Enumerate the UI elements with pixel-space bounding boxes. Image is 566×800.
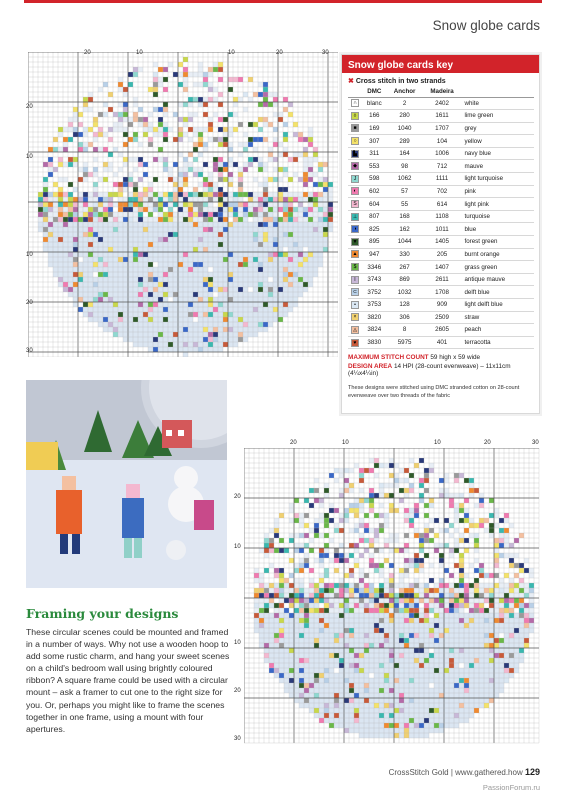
color-swatch-icon: ∩ — [351, 99, 359, 107]
chart2-top-label: 30 — [532, 440, 539, 446]
madeira-code: 1708 — [423, 286, 462, 299]
chart2-side-label: 10 — [234, 640, 241, 646]
page-number: 129 — [524, 767, 540, 777]
thread-row — [348, 173, 534, 186]
color-name: turquoise — [461, 210, 534, 223]
thread-row — [348, 248, 534, 261]
chart-pattern-2 — [244, 448, 542, 744]
thread-symbol — [348, 185, 362, 198]
color-name: blue — [461, 223, 534, 236]
color-swatch-icon: ♥ — [351, 339, 359, 347]
color-swatch-icon: ◬ — [351, 326, 359, 334]
chart1-side-label: 20 — [26, 104, 33, 110]
color-swatch-icon: ◆ — [351, 162, 359, 170]
anchor-code: 1044 — [387, 236, 423, 249]
chart1-side-label: 10 — [26, 154, 33, 160]
dmc-code: 895 — [362, 236, 387, 249]
color-name: pink — [461, 185, 534, 198]
madeira-code: 1405 — [423, 236, 462, 249]
color-swatch-icon: × — [351, 313, 359, 321]
framing-section — [26, 606, 231, 735]
dmc-code: 602 — [362, 185, 387, 198]
key-subtitle: ✖ Cross stitch in two strands — [348, 78, 446, 85]
madeira-code: 614 — [423, 198, 462, 211]
color-name: antique mauve — [461, 273, 534, 286]
section-title: Snow globe cards — [432, 18, 540, 33]
madeira-code: 2611 — [423, 273, 462, 286]
thread-symbol — [348, 223, 362, 236]
framing-heading: Framing your designs — [26, 606, 179, 621]
thread-row — [348, 299, 534, 312]
thread-symbol — [348, 273, 362, 286]
dmc-code: 3753 — [362, 299, 387, 312]
madeira-code: 104 — [423, 135, 462, 148]
madeira-code: 401 — [423, 336, 462, 349]
color-name: light turquoise — [461, 173, 534, 186]
anchor-code: 8 — [387, 324, 423, 337]
madeira-code: 2605 — [423, 324, 462, 337]
color-name: light pink — [461, 198, 534, 211]
color-name: delft blue — [461, 286, 534, 299]
dmc-code: 947 — [362, 248, 387, 261]
framing-body: These circular scenes could be mounted and framed in a number of ways. Why not use a wooden hoop to add some rustic charm, and hang your sweet scenes on a child's bedroom wall using brightly coloured ribbon? A square frame could be used with a circular mount – ask a framer to cut one to the right size for you. Or, perhaps you might like to frame the scenes together in one frame, using a mount with four apertures. — [26, 627, 230, 734]
dmc-code: 3830 — [362, 336, 387, 349]
thread-symbol — [348, 198, 362, 211]
thread-symbol — [348, 236, 362, 249]
stitch-count: MAXIMUM STITCH COUNT 59 high x 59 wide — [348, 354, 481, 362]
thread-symbol — [348, 261, 362, 274]
thread-symbol — [348, 299, 362, 312]
anchor-code: 1062 — [387, 173, 423, 186]
thread-row — [348, 185, 534, 198]
anchor-code: 289 — [387, 135, 423, 148]
thread-row — [348, 110, 534, 123]
anchor-code: 5975 — [387, 336, 423, 349]
madeira-code: 1006 — [423, 147, 462, 160]
anchor-code: 869 — [387, 273, 423, 286]
color-swatch-icon: • — [351, 301, 359, 309]
chart1-side-label: 20 — [26, 300, 33, 306]
anchor-code: 1040 — [387, 122, 423, 135]
chart2-side-label: 30 — [234, 736, 241, 742]
chart1-top-label: 30 — [322, 50, 329, 56]
color-swatch-icon: ○ — [351, 137, 359, 145]
thread-row — [348, 261, 534, 274]
dmc-code: 604 — [362, 198, 387, 211]
chart1-top-label: 10 — [136, 50, 143, 56]
dmc-code: 807 — [362, 210, 387, 223]
madeira-code: 2402 — [423, 97, 462, 110]
color-name: peach — [461, 324, 534, 337]
col-madeira: Madeira — [423, 87, 462, 97]
thread-symbol — [348, 160, 362, 173]
color-swatch-icon: S — [351, 200, 359, 208]
color-swatch-icon: ◐ — [351, 187, 359, 195]
color-name: burnt orange — [461, 248, 534, 261]
thread-row — [348, 122, 534, 135]
chart1-side-label: 10 — [26, 252, 33, 258]
anchor-code: 98 — [387, 160, 423, 173]
color-name: navy blue — [461, 147, 534, 160]
thread-symbol — [348, 248, 362, 261]
thread-row — [348, 97, 534, 110]
thread-row — [348, 223, 534, 236]
chart2-top-label: 20 — [484, 440, 491, 446]
anchor-code: 2 — [387, 97, 423, 110]
dmc-code: 166 — [362, 110, 387, 123]
madeira-code: 2509 — [423, 311, 462, 324]
thread-row — [348, 286, 534, 299]
cross-icon: ✖ — [348, 78, 354, 85]
chart2-top-label: 20 — [290, 440, 297, 446]
stitched-hoop-photo — [26, 380, 227, 588]
thread-symbol — [348, 135, 362, 148]
color-swatch-icon: ⊥ — [352, 213, 358, 220]
color-name: yellow — [461, 135, 534, 148]
anchor-code: 164 — [387, 147, 423, 160]
dmc-code: 3820 — [362, 311, 387, 324]
key-note: These designs were stitched using DMC stranded cotton on 28-count evenweave over two threads of the fabric — [348, 385, 520, 399]
thread-symbol — [348, 173, 362, 186]
thread-symbol — [348, 286, 362, 299]
anchor-code: 306 — [387, 311, 423, 324]
col-dmc: DMC — [362, 87, 387, 97]
color-name: terracotta — [461, 336, 534, 349]
top-rule — [24, 0, 542, 3]
key-title: Snow globe cards key — [342, 55, 539, 73]
madeira-code: 1111 — [423, 173, 462, 186]
madeira-code: 1611 — [423, 110, 462, 123]
madeira-code: 1011 — [423, 223, 462, 236]
color-swatch-icon: ◑ — [351, 225, 359, 233]
anchor-code: 330 — [387, 248, 423, 261]
madeira-code: 1108 — [423, 210, 462, 223]
madeira-code: 1707 — [423, 122, 462, 135]
dmc-code: 3743 — [362, 273, 387, 286]
chart2-top-label: 10 — [342, 440, 349, 446]
thread-row — [348, 160, 534, 173]
page-footer: CrossStitch Gold | www.gathered.how 129 — [388, 767, 540, 777]
anchor-code: 1032 — [387, 286, 423, 299]
dmc-code: 598 — [362, 173, 387, 186]
thread-symbol — [348, 311, 362, 324]
dmc-code: blanc — [362, 97, 387, 110]
anchor-code: 280 — [387, 110, 423, 123]
color-swatch-icon: ▙ — [351, 150, 359, 158]
magazine-name: CrossStitch Gold — [388, 768, 449, 777]
color-swatch-icon: J — [351, 175, 359, 183]
thread-row — [348, 336, 534, 349]
madeira-code: 1407 — [423, 261, 462, 274]
color-swatch-icon: ⊂ — [352, 289, 358, 296]
dmc-code: 825 — [362, 223, 387, 236]
color-swatch-icon: $ — [351, 263, 359, 271]
thread-symbol — [348, 210, 362, 223]
madeira-code: 205 — [423, 248, 462, 261]
chart2-side-label: 20 — [234, 688, 241, 694]
thread-row — [348, 324, 534, 337]
thread-row — [348, 210, 534, 223]
color-name: forest green — [461, 236, 534, 249]
thread-symbol — [348, 97, 362, 110]
color-swatch-icon: I — [351, 276, 359, 284]
chart1-top-label: 10 — [228, 50, 235, 56]
dmc-code: 311 — [362, 147, 387, 160]
chart2-side-label: 20 — [234, 494, 241, 500]
color-swatch-icon: ■ — [351, 124, 359, 132]
thread-symbol — [348, 336, 362, 349]
watermark: PassionForum.ru — [482, 783, 540, 792]
dmc-code: 3752 — [362, 286, 387, 299]
anchor-code: 55 — [387, 198, 423, 211]
chart1-top-label: 20 — [84, 50, 91, 56]
anchor-code: 57 — [387, 185, 423, 198]
color-name: light delft blue — [461, 299, 534, 312]
dmc-code: 307 — [362, 135, 387, 148]
thread-symbol — [348, 324, 362, 337]
color-name: grey — [461, 122, 534, 135]
madeira-code: 909 — [423, 299, 462, 312]
thread-table — [348, 87, 534, 349]
chart1-side-label: 30 — [26, 348, 33, 354]
chart-pattern-1 — [28, 52, 338, 357]
anchor-code: 267 — [387, 261, 423, 274]
dmc-code: 169 — [362, 122, 387, 135]
color-swatch-icon: ◊ — [351, 112, 359, 120]
chart1-top-label: 20 — [276, 50, 283, 56]
dmc-code: 553 — [362, 160, 387, 173]
color-name: mauve — [461, 160, 534, 173]
chart2-top-label: 10 — [434, 440, 441, 446]
thread-row — [348, 236, 534, 249]
design-area: DESIGN AREA 14 HPI (28-count evenweave) – 11x11cm (4¼x4¼in) — [348, 363, 511, 378]
dmc-code: 3824 — [362, 324, 387, 337]
thread-symbol — [348, 147, 362, 160]
color-name: lime green — [461, 110, 534, 123]
chart2-side-label: 10 — [234, 544, 241, 550]
dmc-code: 3346 — [362, 261, 387, 274]
website-link[interactable]: www.gathered.how — [455, 768, 523, 777]
color-name: straw — [461, 311, 534, 324]
thread-table-header — [348, 87, 534, 97]
col-anchor: Anchor — [387, 87, 423, 97]
thread-symbol — [348, 110, 362, 123]
madeira-code: 702 — [423, 185, 462, 198]
anchor-code: 128 — [387, 299, 423, 312]
thread-key-panel — [341, 54, 540, 414]
color-swatch-icon: ▲ — [352, 251, 358, 258]
anchor-code: 168 — [387, 210, 423, 223]
thread-row — [348, 135, 534, 148]
color-name: grass green — [461, 261, 534, 274]
thread-row — [348, 273, 534, 286]
color-swatch-icon: ▼ — [352, 238, 358, 245]
madeira-code: 712 — [423, 160, 462, 173]
thread-row — [348, 147, 534, 160]
thread-row — [348, 198, 534, 211]
color-name: white — [461, 97, 534, 110]
anchor-code: 162 — [387, 223, 423, 236]
thread-row — [348, 311, 534, 324]
thread-symbol — [348, 122, 362, 135]
